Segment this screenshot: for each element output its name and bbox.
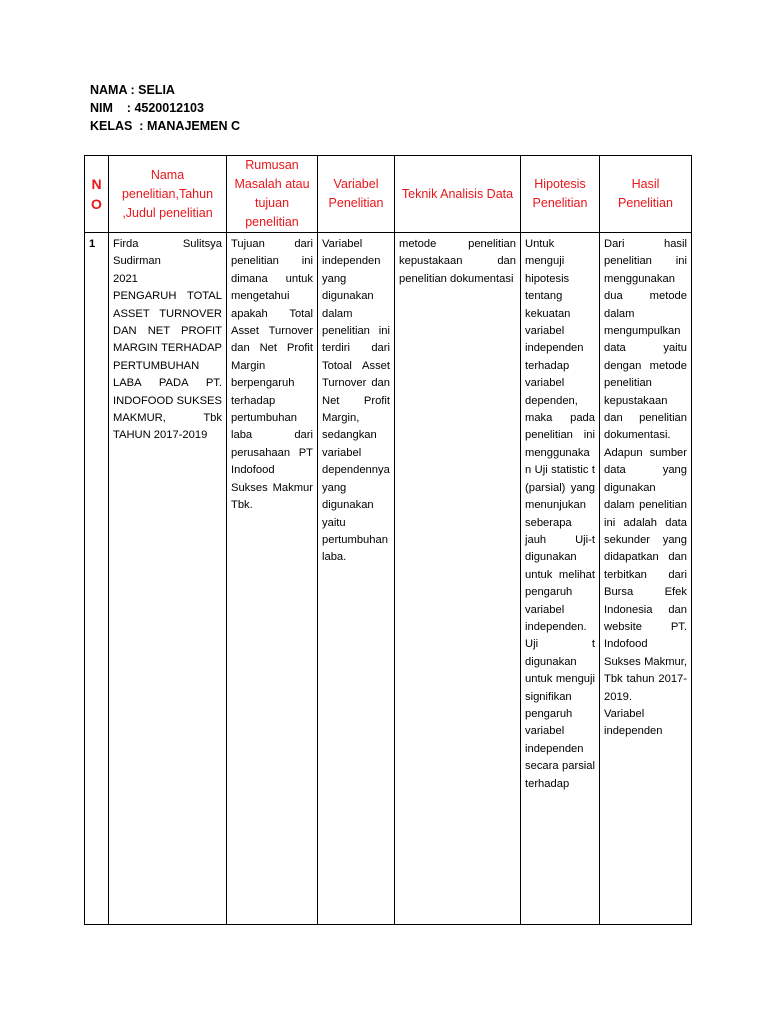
cell-nama-text: Firda Sulitsya Sudirman 2021 PENGARUH TOTAL ASSET TURNOVER DAN NET PROFIT MARGIN TERHADAP PERTUMBUHAN LABA PADA PT. INDOFOOD SUKSES MAKMUR, Tbk TAHUN 2017-2019 <box>113 238 222 442</box>
cell-nama <box>109 233 227 925</box>
cell-no: 1 <box>85 233 109 925</box>
column-header-rumusan: Rumusan Masalah atau tujuan penelitian <box>227 156 318 233</box>
student-name: NAMA : SELIA <box>90 83 175 97</box>
table-header-row <box>85 156 692 233</box>
column-header-variabel: Variabel Penelitian <box>318 156 395 233</box>
cell-hipotesis <box>521 233 600 925</box>
research-table-container <box>84 155 691 925</box>
column-header-hipotesis: Hipotesis Penelitian <box>521 156 600 233</box>
student-nim: NIM : 4520012103 <box>90 101 204 115</box>
cell-teknik <box>395 233 521 925</box>
column-header-hasil: Hasil Penelitian <box>600 156 692 233</box>
research-table <box>84 155 692 925</box>
table-row <box>85 233 692 925</box>
cell-hasil <box>600 233 692 925</box>
cell-hipotesis-text: Untuk menguji hipotesis tentang kekuatan variabel independen terhadap variabel dependen, maka pada penelitian ini menggunakan Uji statistic t (parsial) yang menunjukan seberapa jauh Uji-t digunakan untuk melihat pengaruh variabel independen. Uji t digunakan untuk menguji signifikan pengaruh variabel independen secara parsial terhadap <box>525 238 595 790</box>
cell-rumusan-text: Tujuan dari penelitian ini dimana untuk mengetahui apakah Total Asset Turnover dan Net Profit Margin berpengaruh terhadap pertumbuhan laba dari perusahaan PT Indofood Sukses Makmur Tbk. <box>231 238 313 512</box>
student-header <box>90 81 240 135</box>
cell-variabel-text: Variabel independen yang digunakan dalam penelitian ini terdiri dari Totoal Asset Turnover dan Net Profit Margin, sedangkan variabel dependennya yang digunakan yaitu pertumbuhan laba. <box>322 238 390 564</box>
column-header-teknik: Teknik Analisis Data <box>395 156 521 233</box>
student-class: KELAS : MANAJEMEN C <box>90 119 241 133</box>
cell-rumusan <box>227 233 318 925</box>
cell-variabel <box>318 233 395 925</box>
column-header-nama: Nama penelitian,Tahun ,Judul penelitian <box>109 156 227 233</box>
column-header-no: N O <box>85 156 109 233</box>
cell-hasil-text: Dari hasil penelitian ini menggunakan dua metode dalam mengumpulkan data yaitu dengan metode penelitian kepustakaan dan penelitian dokumentasi. Adapun sumber data yang digunakan dalam penelitian ini adalah data sekunder yang didapatkan dan terbitkan dari Bursa Efek Indonesia dan website PT. Indofood Sukses Makmur, Tbk tahun 2017-2019. Variabel independen <box>604 238 687 738</box>
cell-teknik-text: metode penelitian kepustakaan dan penelitian dokumentasi <box>399 238 516 285</box>
